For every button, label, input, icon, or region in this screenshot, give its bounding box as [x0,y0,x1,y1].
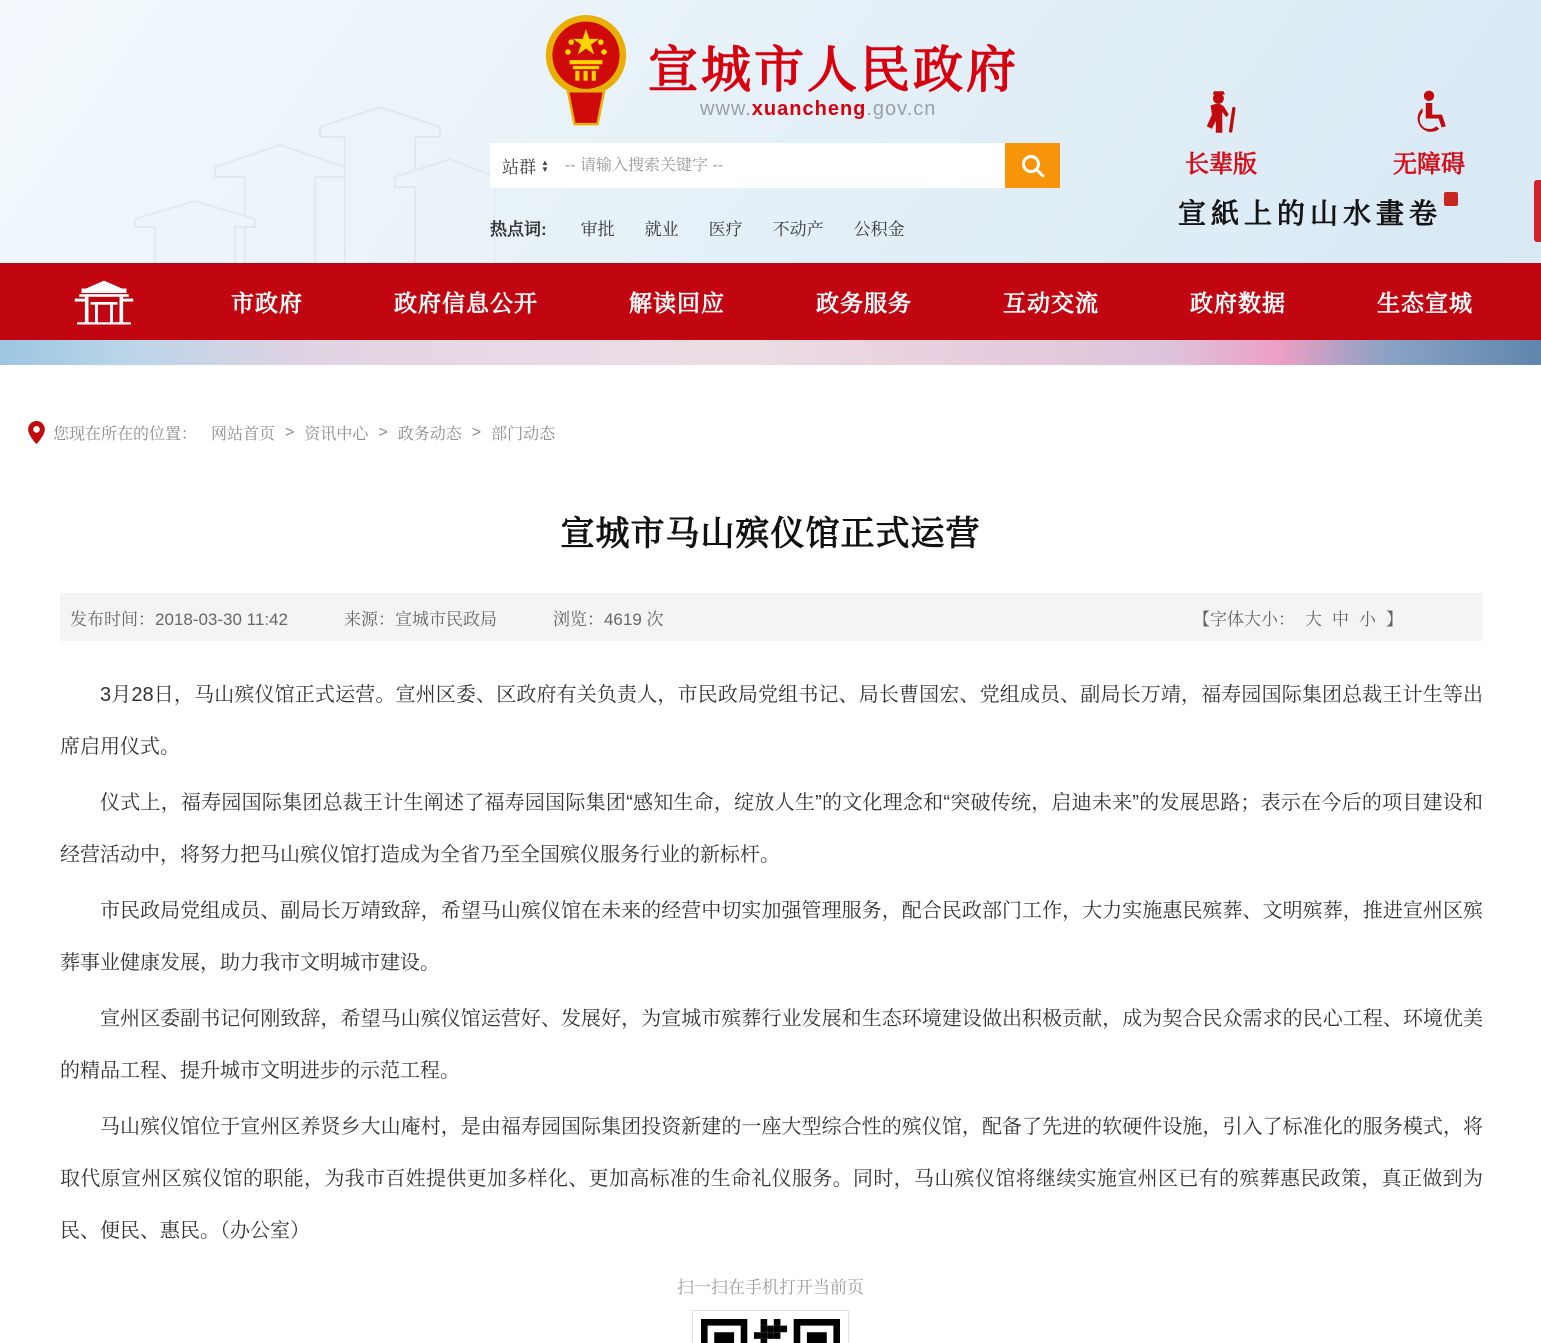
article-body [60,669,1483,1257]
site-group-select[interactable] [502,153,549,178]
breadcrumb-separator: > [285,423,295,441]
qr-caption: 扫一扫在手机打开当前页 [677,1278,864,1297]
url-prefix: www. [700,98,752,120]
location-pin-icon [28,421,45,444]
hot-word-link[interactable]: 就业 [644,220,679,239]
views-label: 浏览： [552,609,604,629]
wheelchair-icon [1408,90,1450,134]
source [344,605,497,630]
search-bar [490,143,1060,188]
view-count [553,605,664,630]
source-label: 来源： [343,609,395,629]
site-url [700,98,936,121]
qr-section [0,1273,1541,1343]
breadcrumb-home[interactable]: 网站首页 [211,426,276,443]
font-size-medium-button[interactable]: 中 [1332,609,1349,629]
red-seal-icon [1444,192,1458,206]
nav-item-city-government[interactable]: 市政府 [231,290,303,316]
search-icon [1020,153,1046,179]
source-value: 宣城市民政局 [394,609,497,629]
url-suffix: .gov.cn [866,98,937,120]
nav-home-button[interactable] [68,279,140,325]
site-group-label: 站群 [502,158,536,177]
article-title: 宣城市马山殡仪馆正式运营 [560,515,981,553]
font-size-large-button[interactable]: 大 [1305,609,1322,629]
huistyle-architecture-decoration [95,17,495,263]
nav-item-info-disclosure[interactable]: 政府信息公开 [394,290,538,316]
calligraphy-slogan [1178,192,1458,232]
article-paragraph: 马山殡仪馆位于宣州区养贤乡大山庵村，是由福寿园国际集团投资新建的一座大型综合性的殡仪馆，配备了先进的软硬件设施，引入了标准化的服务模式，将取代原宣州区殡仪馆的职能，为我市百姓提供更加多样化、更加高标准的生命礼仪服务。同时，马山殡仪馆将继续实施宣州区已有的殡葬惠民政策，真正做到为民、便民、惠民。（办公室） [60,1116,1483,1242]
breadcrumb-department-news[interactable]: 部门动态 [491,426,556,443]
hot-words-row [490,215,905,240]
font-size-controls [1193,605,1403,630]
breadcrumb-separator: > [471,423,482,441]
accessibility-label: 无障碍 [1393,151,1465,178]
qr-code [692,1310,849,1343]
hot-word-link[interactable]: 公积金 [853,220,905,239]
elderly-version-button[interactable] [1185,90,1257,179]
accessibility-button[interactable] [1393,90,1465,179]
article-paragraph: 仪式上，福寿园国际集团总裁王计生阐述了福寿园国际集团“感知生命，绽放人生”的文化理念和“突破传统，启迪未来”的发展思路；表示在今后的项目建设和经营活动中，将努力把马山殡仪馆打造成为全省乃至全国殡仪服务行业的新标杆。 [60,792,1483,866]
breadcrumb-gov-news[interactable]: 政务动态 [397,426,462,443]
main-navigation [0,263,1541,340]
search-input[interactable] [565,157,993,175]
breadcrumb-news-center[interactable]: 资讯中心 [304,426,369,443]
search-button[interactable] [1005,143,1060,188]
nav-item-government-data[interactable]: 政府数据 [1190,290,1286,316]
publish-time [70,605,288,630]
archway-home-icon [68,279,140,325]
hot-word-link[interactable]: 审批 [580,220,615,239]
floating-side-widget[interactable] [1534,180,1541,242]
hot-word-link[interactable]: 不动产 [772,220,824,239]
site-title: 宣城市人民政府 [648,42,1019,98]
site-header [0,0,1541,263]
nav-item-services[interactable]: 政务服务 [816,290,912,316]
publish-time-value: 2018-03-30 11:42 [155,609,288,629]
nav-item-eco-xuancheng[interactable]: 生态宣城 [1377,290,1473,316]
meta-left [70,605,664,630]
breadcrumb-label: 您现在所在的位置： [53,426,198,443]
article-paragraph: 3月28日，马山殡仪馆正式运营。宣州区委、区政府有关负责人，市民政局党组书记、局长曹国宏、党组成员、副局长万靖，福寿园国际集团总裁王计生等出席启用仪式。 [60,684,1483,758]
views-value: 4619 次 [603,609,664,629]
font-size-small-button[interactable]: 小 [1359,609,1376,629]
search-box [490,143,1005,188]
qr-code-image [701,1319,840,1343]
national-emblem-logo [545,12,627,128]
hot-word-link[interactable]: 医疗 [708,220,743,239]
article-paragraph: 宣州区委副书记何刚致辞，希望马山殡仪馆运营好、发展好，为宣城市殡葬行业发展和生态环境建设做出积极贡献，成为契合民众需求的民心工程、环境优美的精品工程、提升城市文明进步的示范工程。 [60,1008,1483,1082]
publish-time-label: 发布时间： [70,609,155,629]
select-arrows-icon: ▲ ▼ [541,157,549,174]
breadcrumb-separator: > [378,423,388,441]
elderly-version-label: 长辈版 [1185,151,1257,178]
slogan-text: 宣紙上的山水畫卷 [1178,197,1443,230]
font-size-close-bracket: 】 [1386,609,1403,629]
article-container [0,506,1541,1343]
elderly-person-icon [1200,90,1242,134]
nav-item-interpretation[interactable]: 解读回应 [629,290,725,316]
article-meta-bar [60,593,1483,641]
breadcrumb [28,421,1541,444]
banner-image-strip [0,340,1541,365]
nav-item-interaction[interactable]: 互动交流 [1003,290,1099,316]
font-size-open-bracket: 【字体大小： [1193,609,1295,629]
article-paragraph: 市民政局党组成员、副局长万靖致辞，希望马山殡仪馆在未来的经营中切实加强管理服务，配合民政部门工作，大力实施惠民殡葬、文明殡葬，推进宣州区殡葬事业健康发展，助力我市文明城市建设。 [60,900,1483,974]
quick-links [1185,90,1465,179]
hot-words-label: 热点词: [490,220,547,239]
url-highlight: xuancheng [751,98,867,120]
